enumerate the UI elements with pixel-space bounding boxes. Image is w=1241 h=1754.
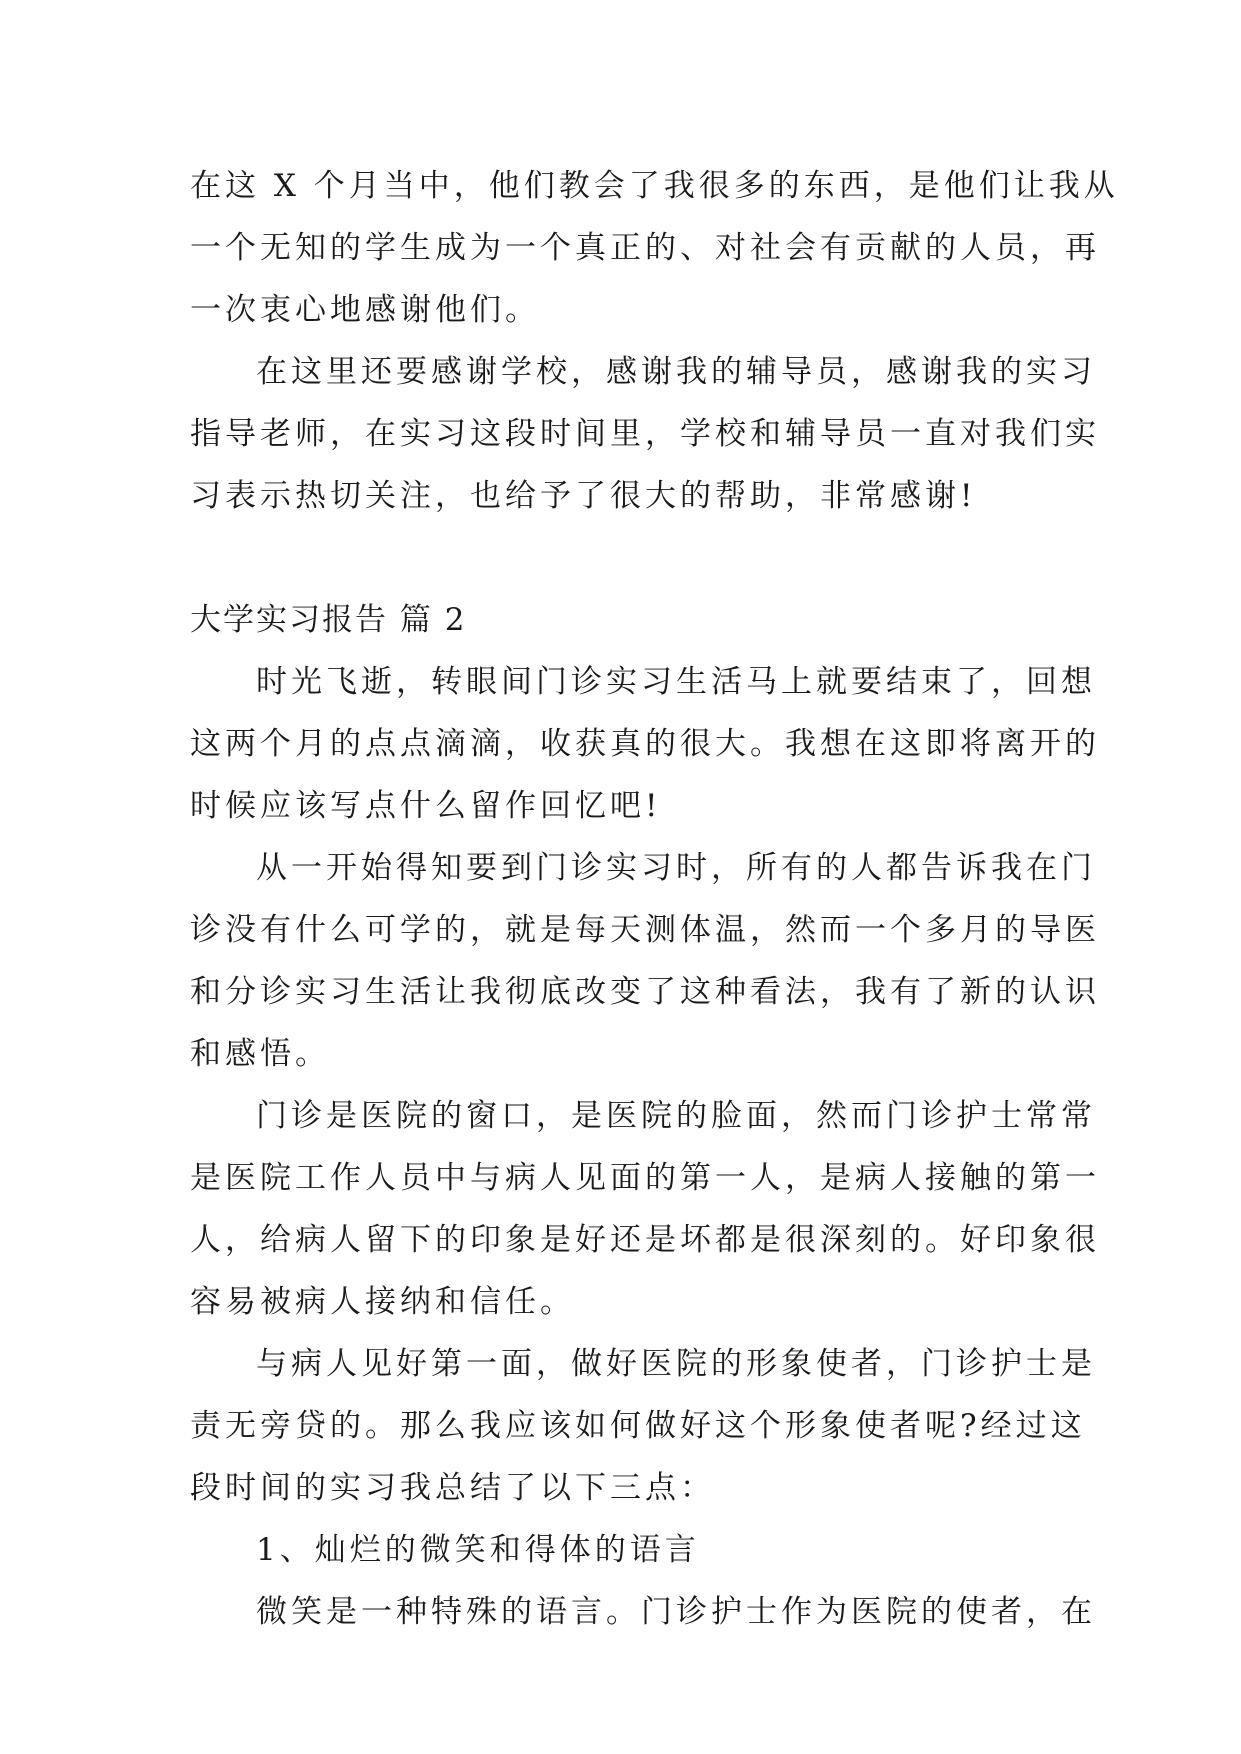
text-line: 时候应该写点什么留作回忆吧!	[190, 788, 662, 824]
text-line: 指导老师，在实习这段时间里，学校和辅导员一直对我们实	[190, 416, 1100, 452]
text-line: 这两个月的点点滴滴，收获真的很大。我想在这即将离开的	[190, 726, 1100, 762]
text-line: 微笑是一种特殊的语言。门诊护士作为医院的使者，在	[256, 1594, 1096, 1630]
text-line: 在这里还要感谢学校，感谢我的辅导员，感谢我的实习	[256, 354, 1096, 390]
text-line: 责无旁贷的。那么我应该如何做好这个形象使者呢?经过这	[190, 1408, 1086, 1444]
numbered-point	[190, 1519, 1050, 1581]
section-spacer	[190, 527, 1050, 589]
paragraph	[190, 1581, 1096, 1643]
text-line: 和分诊实习生活让我彻底改变了这种看法，我有了新的认识	[190, 974, 1100, 1010]
paragraph	[190, 651, 1100, 837]
paragraph	[190, 155, 1119, 341]
text-line: 一次衷心地感谢他们。	[190, 292, 540, 328]
text-line: 人，给病人留下的印象是好还是坏都是很深刻的。好印象很	[190, 1222, 1100, 1258]
text-line: 在这 X 个月当中，他们教会了我很多的东西，是他们让我从	[190, 168, 1119, 204]
text-line: 容易被病人接纳和信任。	[190, 1284, 575, 1320]
text-line: 是医院工作人员中与病人见面的第一人，是病人接触的第一	[190, 1160, 1100, 1196]
text-line: 从一开始得知要到门诊实习时，所有的人都告诉我在门	[256, 850, 1096, 886]
text-line: 门诊是医院的窗口，是医院的脸面，然而门诊护士常常	[256, 1098, 1096, 1134]
paragraph	[190, 1085, 1100, 1333]
text-line: 1、灿烂的微笑和得体的语言	[256, 1532, 700, 1568]
text-line: 一个无知的学生成为一个真正的、对社会有贡献的人员，再	[190, 230, 1100, 266]
text-line: 和感悟。	[190, 1036, 330, 1072]
text-line: 诊没有什么可学的，就是每天测体温，然而一个多月的导医	[190, 912, 1100, 948]
document-body	[190, 155, 1119, 1643]
text-line: 时光飞逝，转眼间门诊实习生活马上就要结束了，回想	[256, 664, 1096, 700]
paragraph	[190, 1333, 1096, 1519]
text-line: 段时间的实习我总结了以下三点：	[190, 1470, 715, 1506]
text-line: 与病人见好第一面，做好医院的形象使者，门诊护士是	[256, 1346, 1096, 1382]
section-heading: 大学实习报告 篇 2	[190, 602, 467, 638]
paragraph	[190, 341, 1100, 527]
text-line: 习表示热切关注，也给予了很大的帮助，非常感谢!	[190, 478, 977, 514]
paragraph	[190, 837, 1100, 1085]
